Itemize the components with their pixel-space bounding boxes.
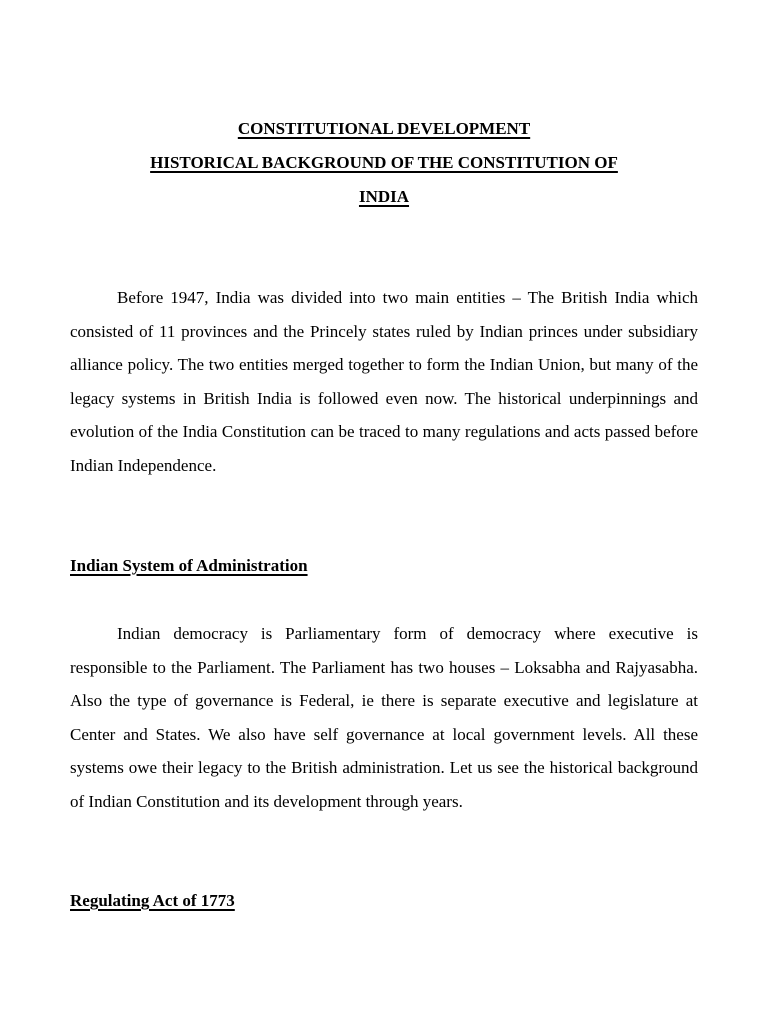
section-heading-indian-system: Indian System of Administration xyxy=(70,556,308,575)
intro-paragraph: Before 1947, India was divided into two main entities – The British India which consisted of 11 provinces and the Princely states ruled by Indian princes under subsidiary alliance policy. The two entities merged together to form the Indian Union, but many of the legacy systems in British India is followed even now. The historical underpinnings and evolution of the India Constitution can be traced to many regulations and acts passed before Indian Independence. xyxy=(70,288,698,475)
administration-paragraph: Indian democracy is Parliamentary form of democracy where executive is responsible to the Parliament. The Parliament has two houses – Loksabha and Rajyasabha. Also the type of governance is Federal, ie there is separate executive and legislature at Center and States. We also have self governance at local government levels. All these systems owe their legacy to the British administration. Let us see the historical background of Indian Constitution and its development through years. xyxy=(70,624,698,811)
document-title-line-2: HISTORICAL BACKGROUND OF THE CONSTITUTION OF xyxy=(150,153,618,172)
section-heading-regulating-act: Regulating Act of 1773 xyxy=(70,891,235,910)
document-title-line-3: INDIA xyxy=(358,187,410,206)
document-title-line-1: CONSTITUTIONAL DEVELOPMENT xyxy=(237,119,531,138)
